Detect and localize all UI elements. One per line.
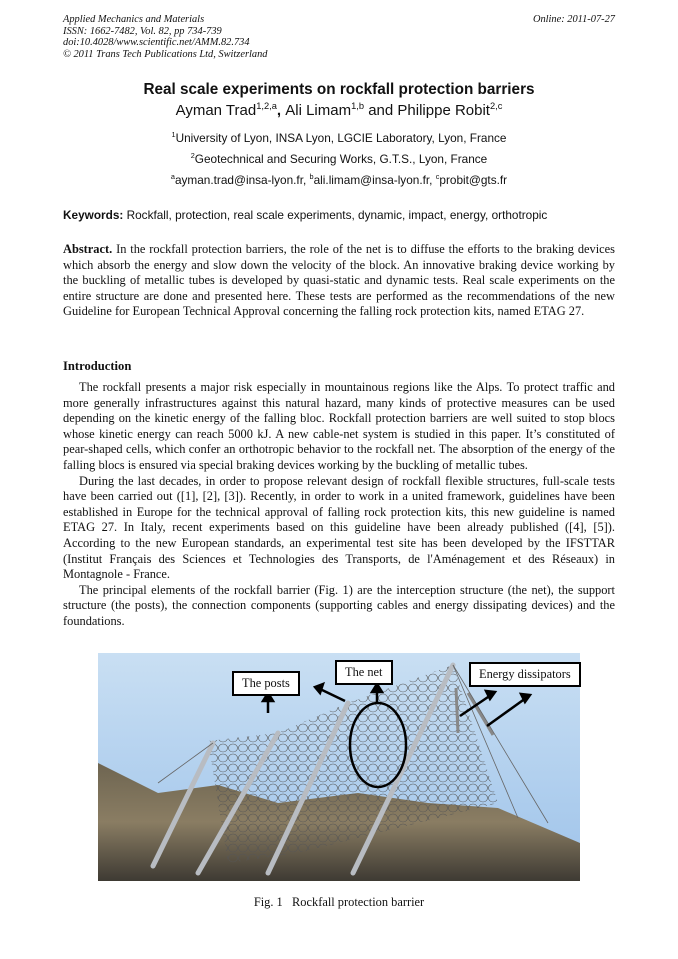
rockfall-barrier-photo [98, 653, 580, 881]
author-sep: , [276, 102, 286, 119]
figure-caption: Fig. 1 Rockfall protection barrier [253, 895, 425, 909]
issn: ISSN: 1662-7482, Vol. 82, pp 734-739 [63, 25, 222, 37]
label-the-net: The net [335, 660, 393, 685]
email-sup: a [170, 172, 175, 182]
affiliation-2 [0, 152, 678, 166]
author-sep: and [364, 102, 398, 119]
author: Ali Limam [285, 102, 352, 119]
email: ali.limam@insa-lyon.fr, [313, 173, 436, 187]
author-sup: 2,c [489, 101, 503, 111]
doi: doi:10.4028/www.scientific.net/AMM.82.734 [63, 37, 250, 49]
keywords-label: Keywords: [63, 208, 124, 222]
introduction-body [63, 380, 615, 630]
aff-text: University of Lyon, INSA Lyon, LGCIE Laboratory, Lyon, France [175, 131, 507, 145]
aff-sup: 2 [190, 151, 195, 161]
email-sup: b [309, 172, 314, 182]
paragraph: The rockfall presents a major risk especially in mountainous regions like the Alps. To protect traffic and more generally infrastructures against this natural hazard, many kinds of protective measures can be used depending on the kinetic energy of the falling bloc. Rockfall protection barriers are well suited to stop blocs whose kinetic energy can reach 5000 kJ. A new cable-net system is studied in this paper. It’s constituted of pear-shaped cells, which confer an orthotropic behavior to the rockfall net. The absorption of the energy of the falling blocs is ensured via special braking devices working by the buckling of metallic tubes. [63, 380, 615, 472]
author: Ayman Trad [175, 102, 257, 119]
author: Philippe Robit [397, 102, 490, 119]
label-the-posts: The posts [232, 671, 300, 696]
emails [0, 173, 678, 187]
keywords-text: Rockfall, protection, real scale experiments, dynamic, impact, energy, orthotropic [123, 208, 548, 222]
journal-header [63, 14, 267, 60]
aff-text: Geotechnical and Securing Works, G.T.S., Lyon, France [194, 152, 488, 166]
paper-title: Real scale experiments on rockfall protection barriers [143, 81, 535, 98]
online-date: Online: 2011-07-27 [532, 14, 615, 25]
label-energy-dissipators: Energy dissipators [469, 662, 581, 687]
journal-name: Applied Mechanics and Materials [63, 14, 205, 25]
paragraph: During the last decades, in order to propose relevant design of rockfall flexible structures, full-scale tests have been carried out ([1], [2], [3]). Recently, in order to work in a united framework, guidelines have been established in Europe for the technical approval of falling rock protection kits, this new guideline is named ETAG 27. In Italy, recent experiments based on this guideline have been already published ([4], [5]). According to the new European standards, an experimental test site has been developed by the IFSTTAR (Institut Français des Sciences et Technologies des Transports, de l'Aménagement et des Réseaux) in Montagnole - France. [63, 473, 615, 582]
authors [0, 102, 678, 119]
paragraph: The principal elements of the rockfall barrier (Fig. 1) are the interception structure (the net), the support structure (the posts), the connection components (supporting cables and energy dissipating devices) and the foundations. [63, 582, 615, 628]
copyright: © 2011 Trans Tech Publications Ltd, Switzerland [63, 48, 268, 60]
abstract-label: Abstract. [63, 242, 113, 256]
keywords [63, 208, 547, 222]
abstract [63, 242, 615, 320]
email-sup: c [435, 172, 440, 182]
author-sup: 1,2,a [256, 101, 277, 111]
email: probit@gts.fr [439, 173, 508, 187]
author-sup: 1,b [351, 101, 365, 111]
affiliation-1 [0, 131, 678, 145]
aff-sup: 1 [171, 130, 176, 140]
section-heading: Introduction [63, 359, 132, 373]
email: ayman.trad@insa-lyon.fr, [174, 173, 310, 187]
abstract-text: In the rockfall protection barriers, the role of the net is to diffuse the efforts to the braking devices which absorb the energy and slow down the velocity of the block. An innovative braking device working by the buckling of metallic tubes is developed by quasi-static and dynamic tests. Real scale experiments on the entire structure are done and presented here. These tests are performed as the recommendations of the new Guideline for European Technical Approval concerning the falling rock protection kits, named ETAG 27. [63, 242, 615, 319]
